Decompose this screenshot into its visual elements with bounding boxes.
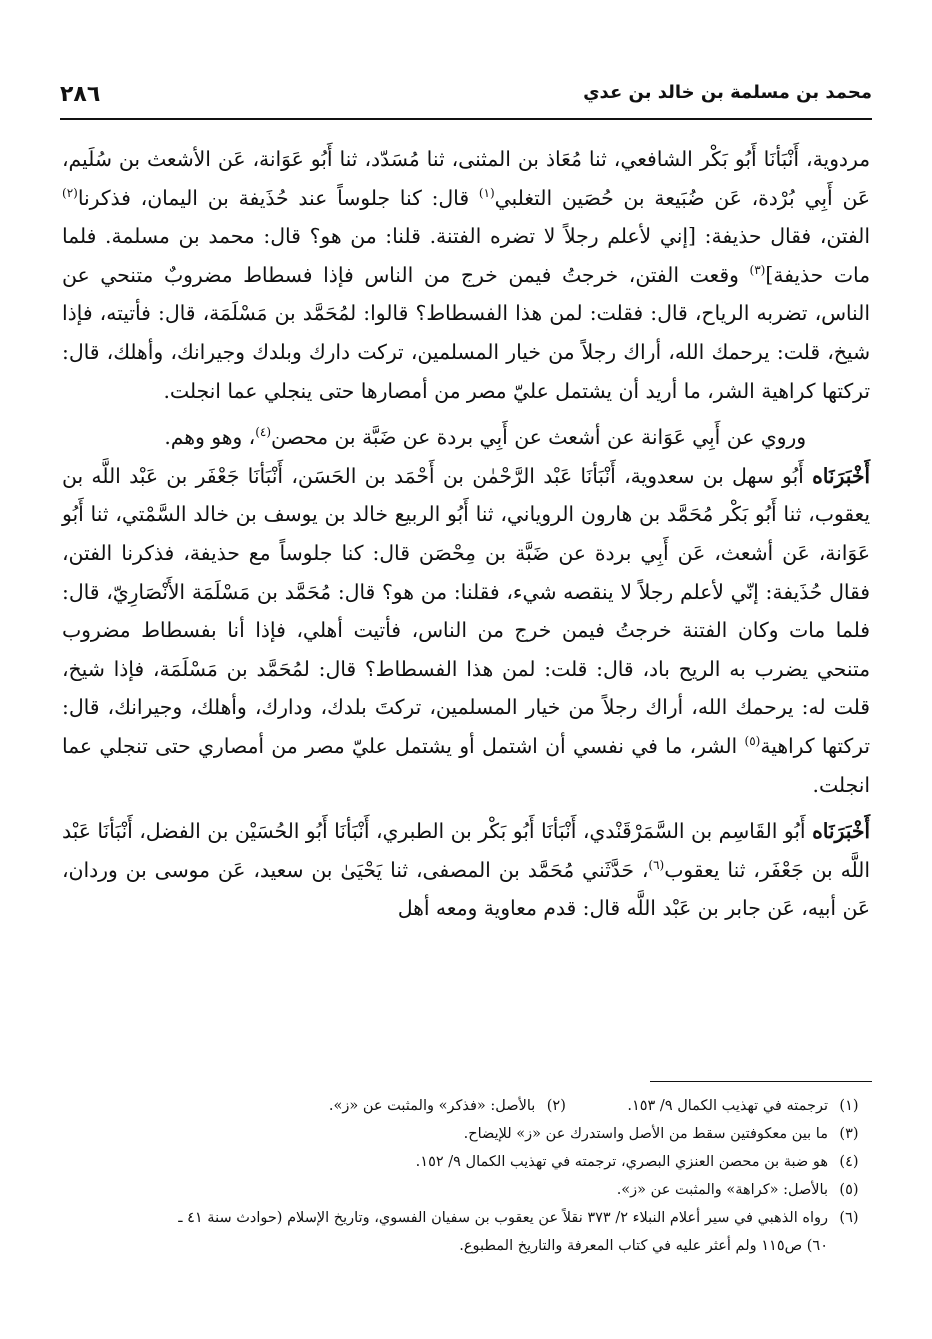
footnote-ref-4[interactable]: (٤) [255, 425, 272, 440]
footnote-text: ترجمته في تهذيب الكمال ٩/ ١٥٣. [627, 1098, 828, 1114]
footnote-2 [329, 1092, 577, 1120]
page-header [60, 82, 872, 112]
footnote-6 [62, 1204, 870, 1232]
paragraph-3 [62, 457, 870, 804]
footnote-5 [62, 1176, 870, 1204]
footnote-rule [650, 1081, 872, 1082]
footnote-ref-1[interactable]: (١) [478, 185, 495, 200]
header-rule [60, 118, 872, 120]
footnote-number: (٣) [839, 1126, 859, 1142]
paragraph-text: ، حَدَّثَني مُحَمَّد بن المصفى، ثنا يَحْيَىٰ بن سعيد، عَن موسى بن وردان، عَن أبيه، عَن جابر بن عَبْد اللَّه قال: قدم معاوية ومعه أهل [62, 857, 870, 921]
akhbarana-lead: أَخْبَرَنَاه [812, 819, 870, 844]
footnotes [62, 1092, 870, 1260]
paragraph-text: وروي عن أَبِي عَوَانة عن أشعث عن أَبِي بردة عن ضَبَّة بن محصن [271, 425, 806, 450]
footnote-1 [627, 1092, 870, 1120]
footnote-4 [62, 1148, 870, 1176]
akhbarana-lead: أَخْبَرَنَاه [812, 463, 870, 488]
footnote-number: (٦) [839, 1210, 859, 1226]
footnote-6-continuation: ٦٠) ص١١٥ ولم أعثر عليه في كتاب المعرفة والتاريخ المطبوع. [459, 1238, 828, 1254]
footnote-number: (٥) [839, 1182, 859, 1198]
paragraph-text: ، وهو وهم. [164, 425, 256, 450]
paragraph-text: قال: كنا جلوساً عند حُذَيفة بن اليمان، فذكرنا [77, 185, 479, 210]
footnote-ref-2[interactable]: (٢) [62, 185, 78, 200]
footnote-ref-3[interactable]: (٣) [749, 263, 766, 278]
footnote-text: ما بين معكوفتين سقط من الأصل واستدرك عن «ز» للإيضاح. [463, 1126, 828, 1142]
paragraph-2 [62, 418, 870, 457]
footnote-number: (٢) [546, 1098, 566, 1114]
footnote-row [62, 1092, 870, 1120]
footnote-text: بالأصل: «فذكر» والمثبت عن «ز». [328, 1098, 536, 1114]
footnote-text: رواه الذهبي في سير أعلام النبلاء ٢/ ٣٧٣ نقلاً عن يعقوب بن سفيان الفسوي، وتاريخ الإسلام (حوادث سنة ٤١ ـ [178, 1210, 828, 1226]
footnote-ref-6[interactable]: (٦) [648, 857, 665, 872]
footnote-number: (٤) [839, 1154, 859, 1170]
running-title: محمد بن مسلمة بن خالد بن عدي [583, 82, 872, 103]
footnote-ref-5[interactable]: (٥) [744, 734, 761, 749]
footnote-number: (١) [839, 1098, 859, 1114]
paragraph-text: وقعت الفتن، خرجتُ فيمن خرج من الناس فإذا فسطاط مضروبٌ متنحي عن الناس، تضربه الرياح، قال: فقلت: لمن هذا الفسطاط؟ قالوا: لمُحَمَّد بن مَسْلَمَة، قال: فأتيته، فإذا شيخ، قلت: يرحمك الله، أراك رجلاً من خيار المسلمين، تركت دارك وبلدك وجيرانك، وأهلك، قال: تركتها كراهية الشر، ما أريد أن يشتمل عليّ مصر من أمصارها حتى ينجلي عما انجلت. [62, 262, 870, 403]
paragraph-text: الفتن، فقال حذيفة: [إني لأعلم رجلاً لا تضره الفتنة. قلنا: من هو؟ قال: محمد بن مسلمة. فلما مات حذيفة] [62, 224, 870, 287]
footnote-text: بالأصل: «كراهة» والمثبت عن «ز». [616, 1182, 828, 1198]
footnote-text: هو ضبة بن محصن العنزي البصري، ترجمته في تهذيب الكمال ٩/ ١٥٢. [415, 1154, 828, 1170]
paragraph-4 [62, 812, 870, 928]
paragraph-1 [62, 140, 870, 410]
paragraph-text: الشر، ما في نفسي أن اشتمل أو يشتمل عليّ مصر من أمصاري حتى تنجلي عما انجلت. [62, 733, 870, 797]
paragraph-text: أَبُو القَاسِم بن السَّمَرْقَنْدي، أَنْبَأنَا أَبُو بَكْر بن الطبري، أَنْبَأنَا أَبُو الحُسَيْن بن الفضل، أَنْبَأنَا عَبْد اللَّه بن جَعْفَر، ثنا يعقوب [62, 819, 870, 882]
paragraph-text: أَبُو سهل بن سعدوية، أَنْبَأنَا عَبْد الرَّحْمٰن بن أَحْمَد بن الحَسَن، أَنْبَأنَا جَعْفَر بن عَبْد اللَّه بن يعقوب، ثنا أَبُو بَكْر مُحَمَّد بن هارون الروياني، ثنا أَبُو الربيع خالد بن يوسف بن خالد السَّمْتي، ثنا أَبُو عَوَانة، عَن أشعث، عَن أَبِي بردة عن ضَبَّة بن مِحْصَن قال: كنا جلوساً مع حذيفة، فذكرنا الفتن، فقال حُذَيفة: إنّي لأعلم رجلاً لا ينقصه شيء، فقلنا: من هو؟ قال: مُحَمَّد بن مَسْلَمَة الأَنْصَارِيّ، قال: فلما مات وكان الفتنة خرجتُ فيمن خرج من الناس، فأتيت أهلي، فإذا أنا بفسطاط مضروب متنحي يضرب به الريح باد، قال: قلت: لمن هذا الفسطاط؟ قال: لمُحَمَّد بن مَسْلَمَة، فإذا شيخ، قلت له: يرحمك الله، أراك رجلاً من خيار المسلمين، تركتَ بلدك، ودارك، وأهلك، وجيرانك، قال: تركتها كراهية [62, 463, 870, 758]
paragraph-text: مردوية، أَنْبَأنَا أَبُو بَكْر الشافعي، ثنا مُعَاذ بن المثنى، ثنا مُسَدّد، ثنا أَبُو عَوَانة، عَن الأشعث بن سُلَيم، عَن أَبِي بُرْدة، عَن ضُبَيعة بن حُصَين التغلبي [62, 147, 870, 210]
page-number: ٢٨٦ [60, 82, 101, 107]
footnote-3 [62, 1120, 870, 1148]
main-text [62, 140, 870, 928]
